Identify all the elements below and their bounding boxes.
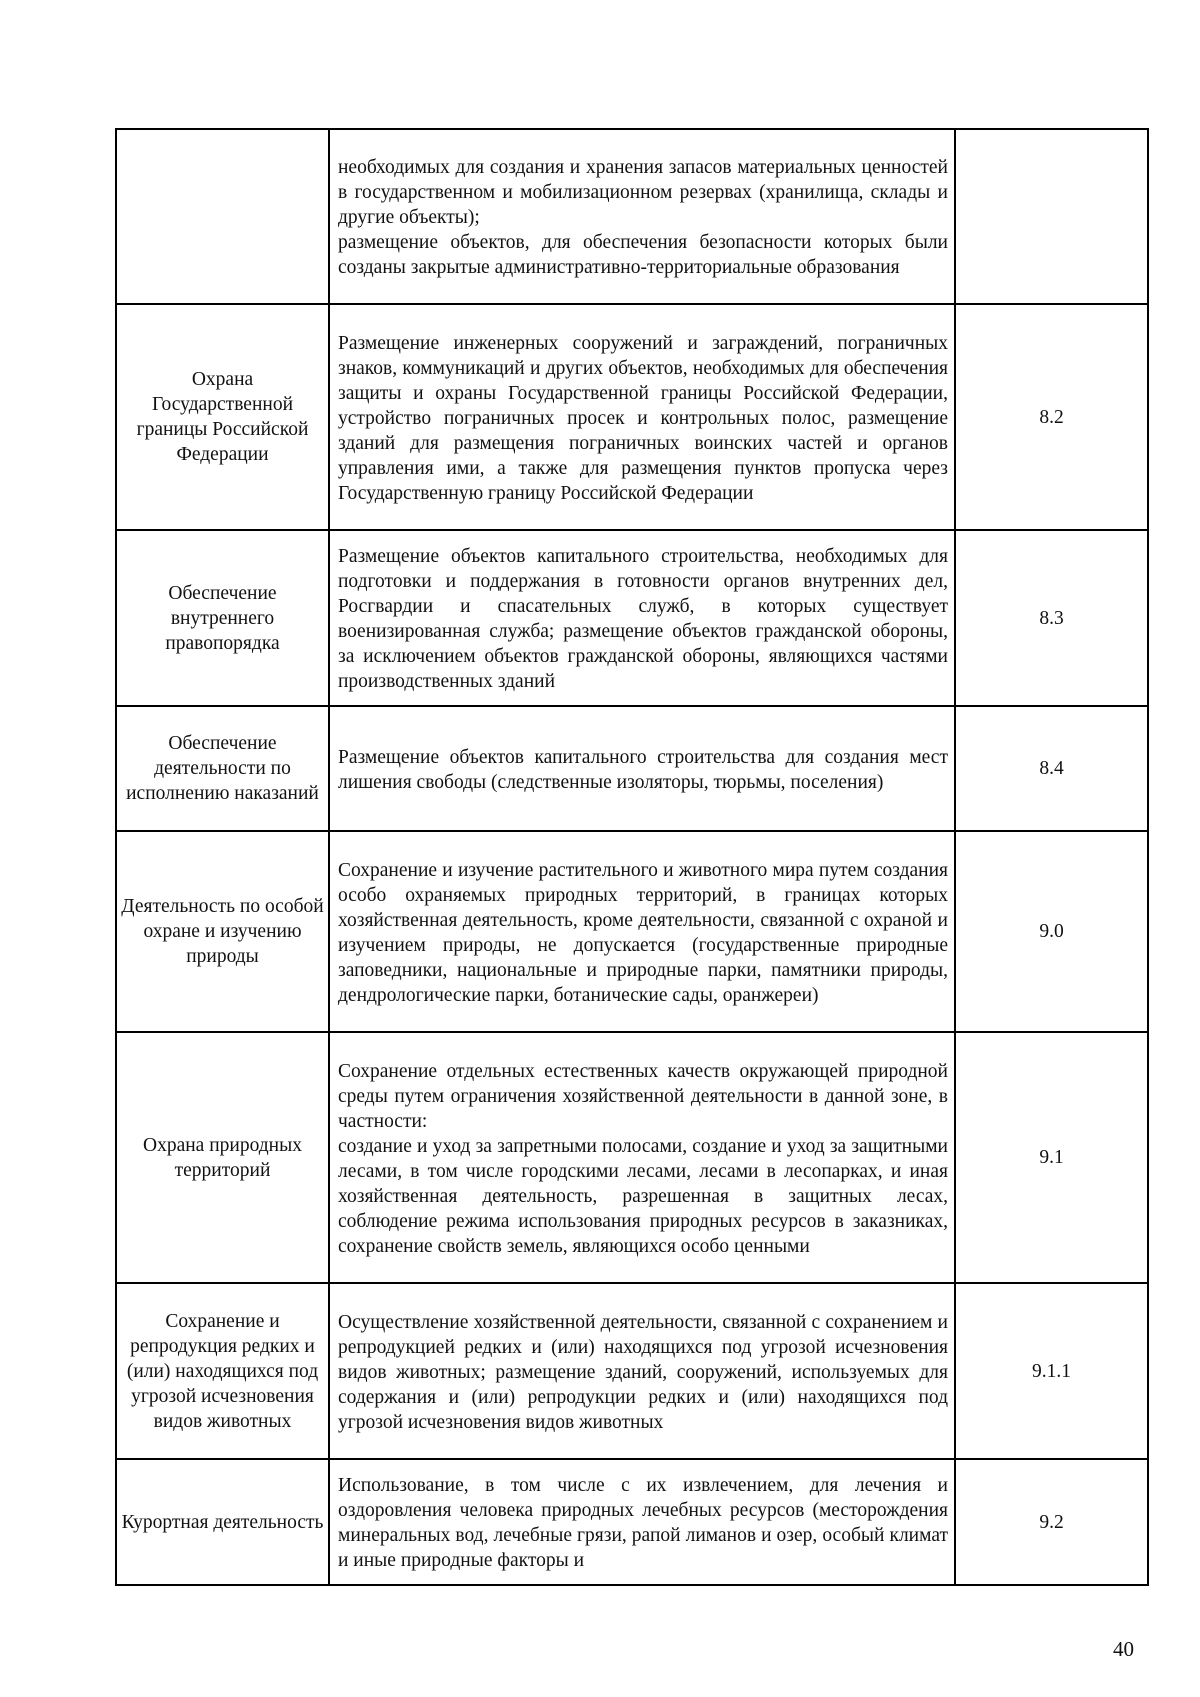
- use-name-cell: Охрана природных территорий: [116, 1032, 329, 1283]
- use-code-cell: 8.3: [955, 530, 1148, 706]
- description-paragraph: необходимых для создания и хранения запасов материальных ценностей в государственном и мобилизационном резервах (хранилища, склады и другие объекты);: [338, 157, 948, 228]
- use-code-cell: 9.1.1: [955, 1283, 1148, 1459]
- use-description-cell: [329, 1459, 955, 1585]
- use-name-cell: Обеспечение деятельности по исполнению наказаний: [116, 706, 329, 831]
- table-row: [116, 129, 1148, 304]
- use-name-cell: Сохранение и репродукция редких и (или) находящихся под угрозой исчезновения видов животных: [116, 1283, 329, 1459]
- use-description-cell: [329, 530, 955, 706]
- use-description-cell: [329, 706, 955, 831]
- description-paragraph: Сохранение отдельных естественных качеств окружающей природной среды путем ограничения хозяйственной деятельности в данной зоне, в частности:: [338, 1060, 948, 1132]
- use-name-cell: Обеспечение внутреннего правопорядка: [116, 530, 329, 706]
- use-name-cell: [116, 129, 329, 304]
- use-name-cell: Курортная деятельность: [116, 1459, 329, 1585]
- table-row: [116, 1283, 1148, 1459]
- use-description-cell: [329, 831, 955, 1032]
- use-name-cell: Охрана Государственной границы Российской Федерации: [116, 304, 329, 530]
- use-code-cell: 8.2: [955, 304, 1148, 530]
- description-paragraph: Осуществление хозяйственной деятельности, связанной с сохранением и репродукцией редких и (или) находящихся под угрозой исчезновения видов животных; размещение зданий, сооружений, используемых для содержания и (или) репродукции редких и (или) находящихся под угрозой исчезновения видов животных: [338, 1311, 948, 1433]
- description-paragraph: Размещение объектов капитального строительства, необходимых для подготовки и поддержания в готовности органов внутренних дел, Росгвардии и спасательных служб, в которых существует военизированная служба; размещение объектов гражданской обороны, за исключением объектов гражданской обороны, являющихся частями производственных зданий: [338, 546, 948, 692]
- table-row: [116, 706, 1148, 831]
- description-paragraph: создание и уход за запретными полосами, создание и уход за защитными лесами, в том числе городскими лесами, лесами в лесопарках, и иная хозяйственная деятельность, разрешенная в защитных лесах, соблюдение режима использования природных ресурсов в заказниках, сохранение свойств земель, являющихся особо ценными: [338, 1135, 948, 1257]
- use-description-cell: [329, 129, 955, 304]
- description-paragraph: размещение объектов, для обеспечения безопасности которых были созданы закрытые административно-территориальные образования: [338, 232, 948, 278]
- page-number: 40: [1113, 1637, 1134, 1661]
- use-code-cell: 9.2: [955, 1459, 1148, 1585]
- table-row: [116, 530, 1148, 706]
- table-row: [116, 304, 1148, 530]
- description-paragraph: Размещение инженерных сооружений и заграждений, пограничных знаков, коммуникаций и других объектов, необходимых для обеспечения защиты и охраны Государственной границы Российской Федерации, устройство пограничных просек и контрольных полос, размещение зданий для размещения пограничных воинских частей и органов управления ими, а также для размещения пунктов пропуска через Государственную границу Российской Федерации: [338, 332, 948, 504]
- description-paragraph: Сохранение и изучение растительного и животного мира путем создания особо охраняемых природных территорий, в границах которых хозяйственная деятельность, кроме деятельности, связанной с охраной и изучением природы, не допускается (государственные природные заповедники, национальные и природные парки, памятники природы, дендрологические парки, ботанические сады, оранжереи): [338, 859, 948, 1006]
- description-paragraph: Использование, в том числе с их извлечением, для лечения и оздоровления человека природных лечебных ресурсов (месторождения минеральных вод, лечебные грязи, рапой лиманов и озер, особый климат и иные природные факторы и: [338, 1475, 948, 1571]
- use-code-cell: 8.4: [955, 706, 1148, 831]
- land-use-table: [115, 128, 1149, 1586]
- use-description-cell: [329, 304, 955, 530]
- use-name-cell: Деятельность по особой охране и изучению природы: [116, 831, 329, 1032]
- use-code-cell: [955, 129, 1148, 304]
- table-row: [116, 831, 1148, 1032]
- table-row: [116, 1459, 1148, 1585]
- table-row: [116, 1032, 1148, 1283]
- use-description-cell: [329, 1032, 955, 1283]
- use-code-cell: 9.0: [955, 831, 1148, 1032]
- use-code-cell: 9.1: [955, 1032, 1148, 1283]
- description-paragraph: Размещение объектов капитального строительства для создания мест лишения свободы (следственные изоляторы, тюрьмы, поселения): [338, 746, 948, 793]
- use-description-cell: [329, 1283, 955, 1459]
